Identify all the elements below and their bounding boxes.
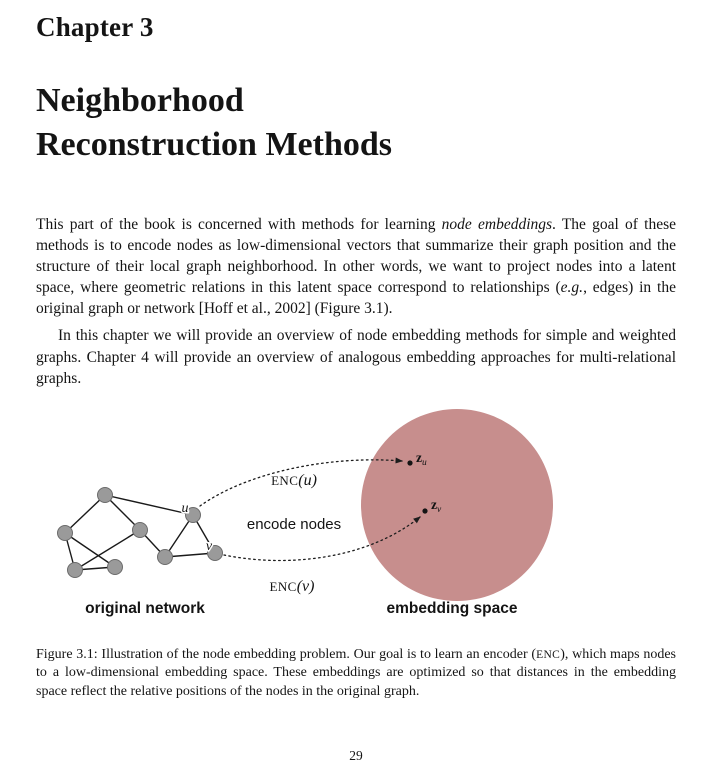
para1-emph-eg: e.g.: [560, 279, 584, 297]
page-title: [36, 79, 676, 166]
caption-text-a: Figure 3.1: Illustration of the node embedding problem. Our goal is to learn an encoder (: [36, 646, 537, 662]
title-line-1: Neighborhood: [36, 82, 244, 119]
paragraph-1: [36, 214, 676, 319]
chapter-label: Chapter 3: [36, 12, 154, 42]
paragraph-2: In this chapter we will provide an overview of node embedding methods for simple and weighted graphs. Chapter 4 will provide an overview of analogous embedding approaches for multi-relational graphs.: [36, 327, 676, 387]
body-text: [36, 214, 676, 389]
figure-3-1: [36, 405, 676, 638]
embedding-space-circle: [361, 409, 553, 601]
caption-enc-smallcaps: ENC: [536, 648, 561, 661]
graph-node: [108, 559, 123, 574]
node-embedding-figure: [36, 405, 676, 633]
figure-caption: [36, 646, 676, 701]
para1-text-c: , edges) in the original graph or network [Hoff et al., 2002] (Figure 3.1).: [36, 279, 676, 318]
enc-v-label: ENC(v): [269, 577, 315, 595]
graph-node: [98, 487, 113, 502]
caption-text-b: ), which maps nodes to a low-dimensional embedding space. These embeddings are optimized so that distances in the embedding space reflect the relative positions of the nodes in the original graph.: [36, 646, 677, 699]
embedding-point-zv: [422, 508, 427, 513]
node-v-letter: v: [205, 538, 213, 554]
node-u-letter: u: [181, 500, 189, 516]
embedding-point-zu: [407, 460, 412, 465]
graph-node: [133, 522, 148, 537]
graph-node: [158, 549, 173, 564]
enc-u-label: ENC(u): [271, 471, 317, 489]
graph-node: [58, 525, 73, 540]
graph-node: [68, 562, 83, 577]
page-number: 29: [349, 748, 363, 763]
graph-nodes: [58, 487, 223, 577]
para1-emph-node-embeddings: node embeddings: [441, 216, 553, 234]
zv-label: zv: [431, 496, 442, 515]
encode-nodes-label: encode nodes: [246, 515, 342, 533]
zu-label: zu: [416, 449, 427, 468]
embedding-space-label: embedding space: [386, 599, 518, 617]
para1-text-a: This part of the book is concerned with methods for learning: [36, 216, 442, 234]
title-line-2: Reconstruction Methods: [36, 125, 393, 163]
para1-text-b: . The goal of these methods is to encode nodes as low-dimensional vectors that summarize their graph position and the structure of their local graph neighborhood. In other words, we want to project nodes into a latent space, where geometric relations in this latent space correspond to relationships (: [36, 216, 676, 297]
original-network-label: original network: [85, 599, 205, 617]
